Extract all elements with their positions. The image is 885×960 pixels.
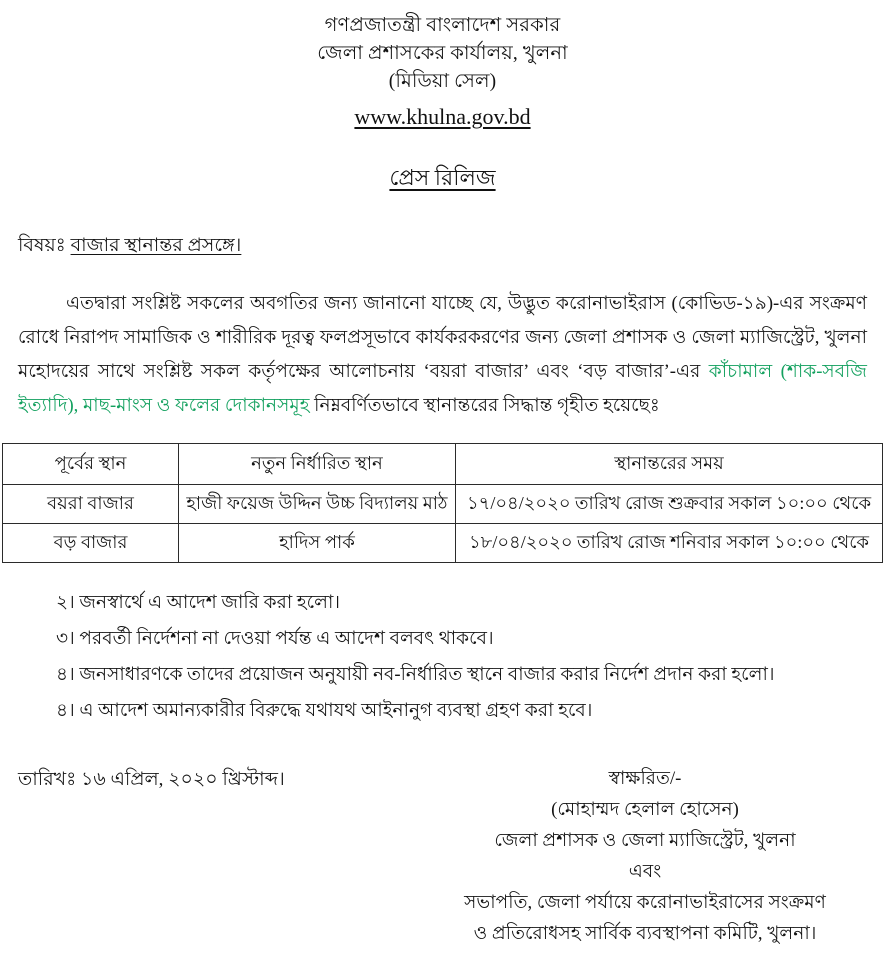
- cell-new-location: হাদিস পার্ক: [179, 524, 456, 563]
- page-title: প্রেস রিলিজ: [389, 165, 496, 190]
- document-title-container: [0, 163, 885, 193]
- list-item: ৪। এ আদেশ অমান্যকারীর বিরুদ্ধে যথাযথ আইনানুগ ব্যবস্থা গ্রহণ করা হবে।: [56, 700, 593, 721]
- table-row: [3, 524, 883, 563]
- signatory-designation: জেলা প্রশাসক ও জেলা ম্যাজিস্ট্রেট, খুলনা: [494, 830, 796, 851]
- table-row: [3, 485, 883, 524]
- list-item: ২। জনস্বার্থে এ আদেশ জারি করা হলো।: [56, 592, 340, 613]
- cell-time: ১৮/০৪/২০২০ তারিখ রোজ শনিবার সকাল ১০:০০ থেকে: [456, 524, 883, 563]
- clause-list: [0, 585, 885, 729]
- cell-time: ১৭/০৪/২০২০ তারিখ রোজ শুক্রবার সকাল ১০:০০ থেকে: [456, 485, 883, 524]
- signature-block: [415, 763, 875, 949]
- signed-label: স্বাক্ষরিত/-: [608, 768, 682, 789]
- table-header-row: [3, 444, 883, 485]
- committee-line-2: ও প্রতিরোধসহ সার্বিক ব্যবস্থাপনা কমিটি, খুলনা।: [473, 923, 817, 944]
- letterhead: [0, 0, 885, 133]
- relocation-table: [2, 443, 883, 563]
- subject-line: [18, 233, 885, 259]
- cell-previous-location: বয়রা বাজার: [3, 485, 179, 524]
- committee-line-1: সভাপতি, জেলা পর্যায়ে করোনাভাইরাসের সংক্রমণ: [464, 892, 826, 913]
- column-header-previous-location: পূর্বের স্থান: [3, 444, 179, 485]
- subject-label: বিষয়ঃ: [18, 235, 66, 256]
- signatory-conjunction: এবং: [628, 861, 662, 882]
- column-header-time: স্থানান্তরের সময়: [456, 444, 883, 485]
- cell-previous-location: বড় বাজার: [3, 524, 179, 563]
- body-segment-1: এতদ্বারা সংশ্লিষ্ট সকলের অবগতির জন্য জানানো যাচ্ছে যে, উদ্ভুত করোনাভাইরাস (কোভিড-১৯)-এর সংক্রমণ রোধে নিরাপদ সামাজিক ও শারীরিক দূরত্ব ফলপ্রসূভাবে কার্যকরকরণের জন্য জেলা প্রশাসক ও জেলা ম্যাজিস্ট্রেট, খুলনা মহোদয়ের সাথে সংশ্লিষ্ট সকল কর্তৃপক্ষের আলোচনায় ‘বয়রা বাজার’ এবং ‘বড় বাজার’-এর: [18, 293, 867, 382]
- body-paragraph: [18, 287, 867, 423]
- footer-row: [0, 763, 885, 949]
- signatory-name: (মোহাম্মদ হেলাল হোসেন): [551, 799, 739, 820]
- subject-text: বাজার স্থানান্তর প্রসঙ্গে।: [70, 235, 242, 256]
- body-highlight-goods: কাঁচামাল (শাক-সবজি ইত্যাদি), মাছ-মাংস ও ফলের দোকানসমূহ: [18, 361, 868, 416]
- department-name: (মিডিয়া সেল): [388, 71, 497, 92]
- list-item: ৪। জনসাধারণকে তাদের প্রয়োজন অনুযায়ী নব-নির্ধারিত স্থানে বাজার করার নির্দেশ প্রদান করা হলো।: [56, 664, 775, 685]
- date-line: তারিখঃ ১৬ এপ্রিল, ২০২০ খ্রিস্টাব্দ।: [18, 769, 285, 790]
- list-item: ৩। পরবর্তী নির্দেশনা না দেওয়া পর্যন্ত এ আদেশ বলবৎ থাকবে।: [56, 628, 494, 649]
- website-link[interactable]: www.khulna.gov.bd: [354, 104, 531, 129]
- body-segment-2: নিম্নবর্ণিতভাবে স্থানান্তরের সিদ্ধান্ত গৃহীত হয়েছেঃ: [309, 395, 660, 416]
- office-name: জেলা প্রশাসকের কার্যালয়, খুলনা: [317, 43, 568, 64]
- column-header-new-location: নতুন নির্ধারিত স্থান: [179, 444, 456, 485]
- government-name: গণপ্রজাতন্ত্রী বাংলাদেশ সরকার: [324, 15, 561, 36]
- cell-new-location: হাজী ফয়েজ উদ্দিন উচ্চ বিদ্যালয় মাঠ: [179, 485, 456, 524]
